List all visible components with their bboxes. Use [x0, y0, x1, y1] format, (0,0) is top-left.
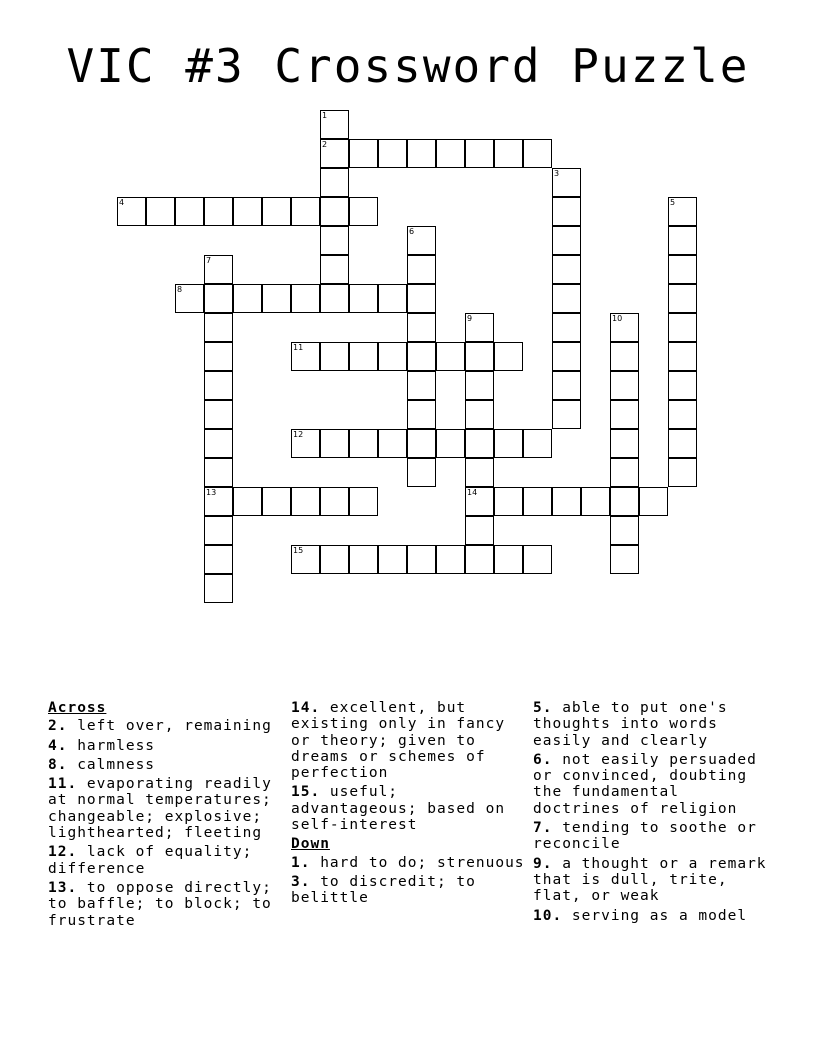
- grid-cell[interactable]: [204, 342, 233, 371]
- grid-cell[interactable]: [204, 400, 233, 429]
- grid-cell[interactable]: [349, 342, 378, 371]
- grid-cell[interactable]: [349, 545, 378, 574]
- grid-cell[interactable]: [523, 545, 552, 574]
- grid-cell[interactable]: [523, 429, 552, 458]
- across-header: Across: [48, 700, 107, 716]
- grid-cell[interactable]: [610, 313, 639, 342]
- clue-number: 9.: [533, 855, 553, 872]
- down-clue: [533, 856, 769, 905]
- grid-cell[interactable]: [175, 197, 204, 226]
- grid-cell[interactable]: [552, 342, 581, 371]
- grid-cell[interactable]: [320, 284, 349, 313]
- grid-cell[interactable]: [465, 139, 494, 168]
- grid-cell[interactable]: [552, 313, 581, 342]
- grid-cell[interactable]: [117, 197, 146, 226]
- clue-text: serving as a model: [562, 907, 748, 924]
- grid-cell[interactable]: [407, 400, 436, 429]
- grid-cell[interactable]: [320, 342, 349, 371]
- grid-cell[interactable]: [320, 226, 349, 255]
- across-clue-list: [48, 718, 284, 929]
- grid-cell[interactable]: [494, 139, 523, 168]
- clue-text: calmness: [67, 756, 156, 773]
- clue-number: 12: [293, 430, 304, 439]
- grid-cell[interactable]: [465, 342, 494, 371]
- grid-cell[interactable]: [262, 284, 291, 313]
- clue-number: 2.: [48, 718, 68, 735]
- grid-cell[interactable]: [262, 487, 291, 516]
- across-clue: [291, 784, 527, 833]
- down-clue: [533, 752, 769, 817]
- down-clue: [291, 874, 527, 907]
- grid-cell[interactable]: [552, 168, 581, 197]
- across-clue: [48, 880, 284, 929]
- clue-text: to oppose directly; to baffle; to block; to frustrate: [48, 879, 272, 929]
- across-clue-list-continued: [291, 700, 527, 833]
- clue-number: 5: [670, 198, 676, 207]
- grid-cell[interactable]: [668, 342, 697, 371]
- grid-cell[interactable]: [204, 545, 233, 574]
- grid-cell[interactable]: [668, 371, 697, 400]
- grid-cell[interactable]: [233, 197, 262, 226]
- grid-cell[interactable]: [291, 284, 320, 313]
- grid-cell[interactable]: [291, 487, 320, 516]
- grid-cell[interactable]: [494, 487, 523, 516]
- clue-text: left over, remaining: [67, 718, 272, 735]
- grid-cell[interactable]: [349, 487, 378, 516]
- grid-cell[interactable]: [552, 197, 581, 226]
- grid-cell[interactable]: [349, 429, 378, 458]
- clue-text: excellent, but existing only in fancy or theory; given to dreams or schemes of perfection: [291, 700, 506, 782]
- grid-cell[interactable]: [494, 545, 523, 574]
- grid-cell[interactable]: [668, 400, 697, 429]
- grid-cell[interactable]: [349, 284, 378, 313]
- grid-cell[interactable]: [581, 487, 610, 516]
- grid-cell[interactable]: [668, 429, 697, 458]
- grid-cell[interactable]: [436, 545, 465, 574]
- clue-text: useful; advantageous; based on self-interest: [291, 784, 506, 834]
- grid-cell[interactable]: [204, 516, 233, 545]
- grid-cell[interactable]: [407, 226, 436, 255]
- down-clue-list-continued: [533, 700, 769, 924]
- grid-cell[interactable]: [204, 574, 233, 603]
- grid-cell[interactable]: [204, 313, 233, 342]
- grid-cell[interactable]: [233, 487, 262, 516]
- down-clue: [291, 855, 527, 871]
- grid-cell[interactable]: [175, 284, 204, 313]
- grid-cell[interactable]: [320, 139, 349, 168]
- clue-number: 5.: [533, 700, 553, 716]
- clue-number: 10.: [533, 907, 563, 924]
- grid-cell[interactable]: [378, 429, 407, 458]
- grid-cell[interactable]: [610, 429, 639, 458]
- grid-cell[interactable]: [291, 429, 320, 458]
- grid-cell[interactable]: [407, 255, 436, 284]
- down-clue: [533, 820, 769, 853]
- grid-cell[interactable]: [552, 284, 581, 313]
- grid-cell[interactable]: [436, 429, 465, 458]
- grid-cell[interactable]: [610, 516, 639, 545]
- grid-cell[interactable]: [610, 545, 639, 574]
- grid-cell[interactable]: [465, 400, 494, 429]
- grid-cell[interactable]: [320, 429, 349, 458]
- grid-cell[interactable]: [610, 371, 639, 400]
- clue-number: 13: [206, 488, 217, 497]
- grid-cell[interactable]: [204, 255, 233, 284]
- clue-number: 4.: [48, 737, 68, 754]
- grid-cell[interactable]: [262, 197, 291, 226]
- clue-number: 7.: [533, 820, 553, 837]
- clue-text: hard to do; strenuous: [310, 854, 525, 871]
- clue-number: 10: [612, 314, 623, 323]
- grid-cell[interactable]: [523, 139, 552, 168]
- clue-number: 15: [293, 546, 304, 555]
- grid-cell[interactable]: [494, 342, 523, 371]
- grid-cell[interactable]: [378, 545, 407, 574]
- grid-cell[interactable]: [291, 545, 320, 574]
- clue-number: 6.: [533, 751, 553, 768]
- grid-cell[interactable]: [610, 342, 639, 371]
- grid-cell[interactable]: [204, 197, 233, 226]
- grid-cell[interactable]: [465, 545, 494, 574]
- grid-cell[interactable]: [465, 429, 494, 458]
- page-title: VIC #3 Crossword Puzzle: [66, 39, 750, 93]
- clue-number: 4: [119, 198, 125, 207]
- clue-number: 14: [467, 488, 478, 497]
- grid-cell[interactable]: [668, 226, 697, 255]
- grid-cell[interactable]: [494, 429, 523, 458]
- clues-column-1: [48, 700, 284, 932]
- grid-cell[interactable]: [465, 313, 494, 342]
- grid-cell[interactable]: [610, 487, 639, 516]
- clue-number: 11: [293, 343, 304, 352]
- grid-cell[interactable]: [320, 545, 349, 574]
- grid-cell[interactable]: [552, 487, 581, 516]
- across-clue: [48, 718, 284, 734]
- across-clue: [48, 776, 284, 841]
- grid-cell[interactable]: [320, 487, 349, 516]
- grid-cell[interactable]: [407, 284, 436, 313]
- grid-cell[interactable]: [233, 284, 262, 313]
- grid-cell[interactable]: [465, 458, 494, 487]
- clue-number: 6: [409, 227, 415, 236]
- grid-cell[interactable]: [610, 400, 639, 429]
- grid-cell[interactable]: [552, 255, 581, 284]
- grid-cell[interactable]: [378, 284, 407, 313]
- grid-cell[interactable]: [465, 371, 494, 400]
- clue-text: to discredit; to belittle: [291, 873, 476, 907]
- grid-cell[interactable]: [523, 487, 552, 516]
- grid-cell[interactable]: [465, 516, 494, 545]
- grid-cell[interactable]: [349, 197, 378, 226]
- grid-cell[interactable]: [407, 458, 436, 487]
- grid-cell[interactable]: [204, 371, 233, 400]
- clue-text: tending to soothe or reconcile: [533, 820, 757, 853]
- grid-cell[interactable]: [552, 226, 581, 255]
- grid-cell[interactable]: [204, 429, 233, 458]
- grid-cell[interactable]: [668, 458, 697, 487]
- clue-number: 9: [467, 314, 473, 323]
- clue-number: 1: [322, 111, 328, 120]
- grid-cell[interactable]: [668, 255, 697, 284]
- grid-cell[interactable]: [436, 342, 465, 371]
- clue-number: 15.: [291, 784, 321, 801]
- clues-column-2: [291, 700, 527, 910]
- grid-cell[interactable]: [320, 255, 349, 284]
- across-clue: [48, 757, 284, 773]
- clue-number: 8.: [48, 756, 68, 773]
- grid-cell[interactable]: [407, 429, 436, 458]
- clue-text: lack of equality; difference: [48, 844, 253, 877]
- grid-cell[interactable]: [552, 371, 581, 400]
- grid-cell[interactable]: [407, 545, 436, 574]
- down-clue: [533, 908, 769, 924]
- grid-cell[interactable]: [668, 313, 697, 342]
- grid-cell[interactable]: [407, 313, 436, 342]
- clue-number: 3.: [291, 873, 311, 890]
- clue-text: able to put one's thoughts into words easily and clearly: [533, 700, 728, 749]
- grid-cell[interactable]: [204, 487, 233, 516]
- clue-number: 1.: [291, 854, 311, 871]
- grid-cell[interactable]: [668, 197, 697, 226]
- grid-cell[interactable]: [291, 342, 320, 371]
- grid-cell[interactable]: [407, 371, 436, 400]
- clue-number: 8: [177, 285, 183, 294]
- grid-cell[interactable]: [204, 458, 233, 487]
- clue-number: 14.: [291, 700, 321, 716]
- clue-text: harmless: [67, 737, 156, 754]
- grid-cell[interactable]: [320, 197, 349, 226]
- clue-number: 12.: [48, 844, 78, 861]
- across-clue: [291, 700, 527, 781]
- grid-cell[interactable]: [320, 110, 349, 139]
- clues-column-3: [533, 700, 769, 927]
- across-clue: [48, 844, 284, 877]
- grid-cell[interactable]: [349, 139, 378, 168]
- grid-cell[interactable]: [610, 458, 639, 487]
- grid-cell[interactable]: [291, 197, 320, 226]
- grid-cell[interactable]: [204, 284, 233, 313]
- grid-cell[interactable]: [465, 487, 494, 516]
- grid-cell[interactable]: [639, 487, 668, 516]
- clue-number: 3: [554, 169, 560, 178]
- down-clue: [533, 700, 769, 749]
- down-clue-list: [291, 855, 527, 907]
- clue-number: 2: [322, 140, 328, 149]
- grid-cell[interactable]: [320, 168, 349, 197]
- clue-number: 13.: [48, 879, 78, 896]
- grid-cell[interactable]: [407, 139, 436, 168]
- grid-cell[interactable]: [436, 139, 465, 168]
- grid-cell[interactable]: [552, 400, 581, 429]
- down-header: Down: [291, 836, 330, 853]
- clue-number: 7: [206, 256, 212, 265]
- grid-cell[interactable]: [378, 342, 407, 371]
- grid-cell[interactable]: [407, 342, 436, 371]
- across-clue: [48, 738, 284, 754]
- clue-text: evaporating readily at normal temperatures; changeable; explosive; lighthearted; fleeting: [48, 776, 272, 842]
- clue-text: a thought or a remark that is dull, trite, flat, or weak: [533, 855, 767, 905]
- clue-text: not easily persuaded or convinced, doubting the fundamental doctrines of religion: [533, 751, 757, 817]
- grid-cell[interactable]: [146, 197, 175, 226]
- grid-cell[interactable]: [668, 284, 697, 313]
- clue-number: 11.: [48, 776, 78, 793]
- grid-cell[interactable]: [378, 139, 407, 168]
